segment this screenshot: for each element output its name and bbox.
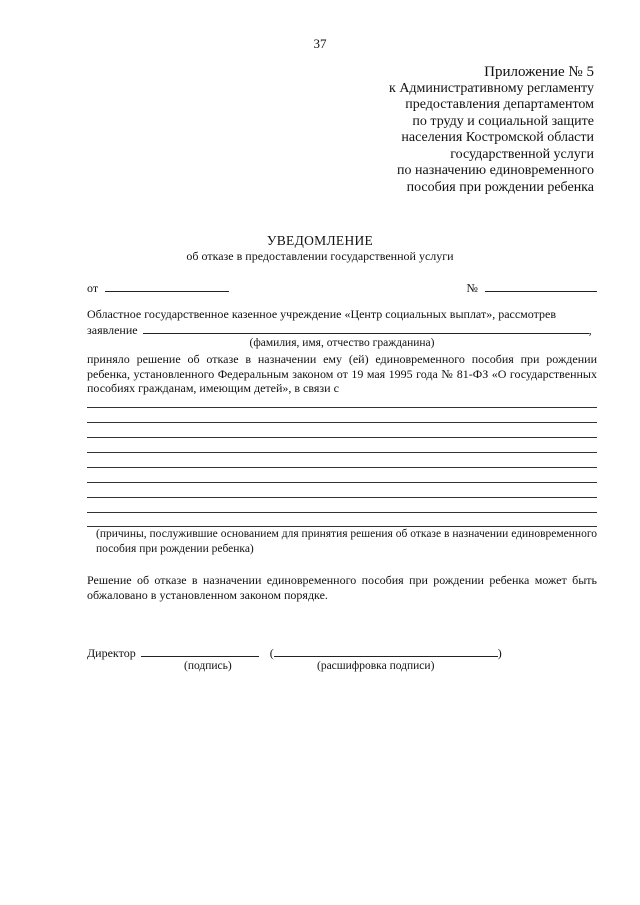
application-comma: , (588, 323, 592, 337)
signature-row (87, 645, 597, 661)
reason-blank-line (87, 497, 597, 498)
close-paren: ) (497, 646, 502, 660)
director-label: Директор (87, 646, 136, 660)
application-label: заявление (87, 323, 138, 337)
institution-paragraph: Областное государственное казенное учреждение «Центр социальных выплат», рассмотрев (87, 307, 556, 321)
signature-caption: (подпись) (184, 660, 232, 672)
reason-blank-line (87, 452, 597, 453)
appendix-line: пособия при рождении ребенка (406, 179, 594, 195)
appendix-line: по назначению единовременного (397, 163, 594, 178)
date-blank-line (105, 280, 229, 292)
page-number: 37 (313, 36, 327, 51)
appendix-line: предоставления департаментом (405, 97, 594, 112)
reason-blank-line (87, 512, 597, 513)
fio-caption: (фамилия, имя, отчество гражданина) (249, 337, 435, 349)
signature-blank-line (141, 645, 259, 657)
number-field (467, 280, 597, 296)
application-row (87, 322, 597, 338)
date-number-row (87, 280, 597, 296)
open-paren: ( (269, 646, 274, 660)
reason-blank-line (87, 422, 597, 423)
reason-blank-line (87, 437, 597, 438)
document-subtitle: об отказе в предоставлении государственной услуги (186, 249, 454, 263)
appeal-paragraph: Решение об отказе в назначении единовременного пособия при рождении ребенка может быть обжаловано в установленном законом порядке. (87, 573, 597, 602)
decision-paragraph: приняло решение об отказе в назначении ему (ей) единовременного пособия при рождении ребенка, установленного Федеральным законом от 19 мая 1995 года № 81-ФЗ «О государственных пособиях гражданам, имеющим детей», в связи с (87, 352, 597, 395)
decoding-caption: (расшифровка подписи) (317, 660, 435, 672)
appendix-line: государственной услуги (450, 146, 594, 162)
appendix-line: населения Костромской области (401, 130, 594, 145)
document-title: УВЕДОМЛЕНИЕ (266, 233, 374, 248)
appendix-header (274, 64, 594, 196)
appendix-line: Приложение № 5 (484, 64, 594, 80)
number-label: № (466, 281, 478, 295)
reason-blank-line (87, 467, 597, 468)
from-label: от (87, 281, 99, 295)
reason-blank-line (87, 407, 597, 408)
date-field (87, 280, 229, 296)
number-blank-line (485, 280, 597, 292)
appendix-line: по труду и социальной защите (412, 113, 594, 129)
reason-blank-line (87, 482, 597, 483)
decoding-blank-line (274, 645, 498, 657)
applicant-blank-line (143, 322, 589, 334)
appendix-line: к Административному регламенту (389, 80, 594, 96)
reasons-caption: (причины, послужившие основанием для принятия решения об отказе в назначении единовременного пособия при рождении ребенка) (96, 528, 597, 555)
